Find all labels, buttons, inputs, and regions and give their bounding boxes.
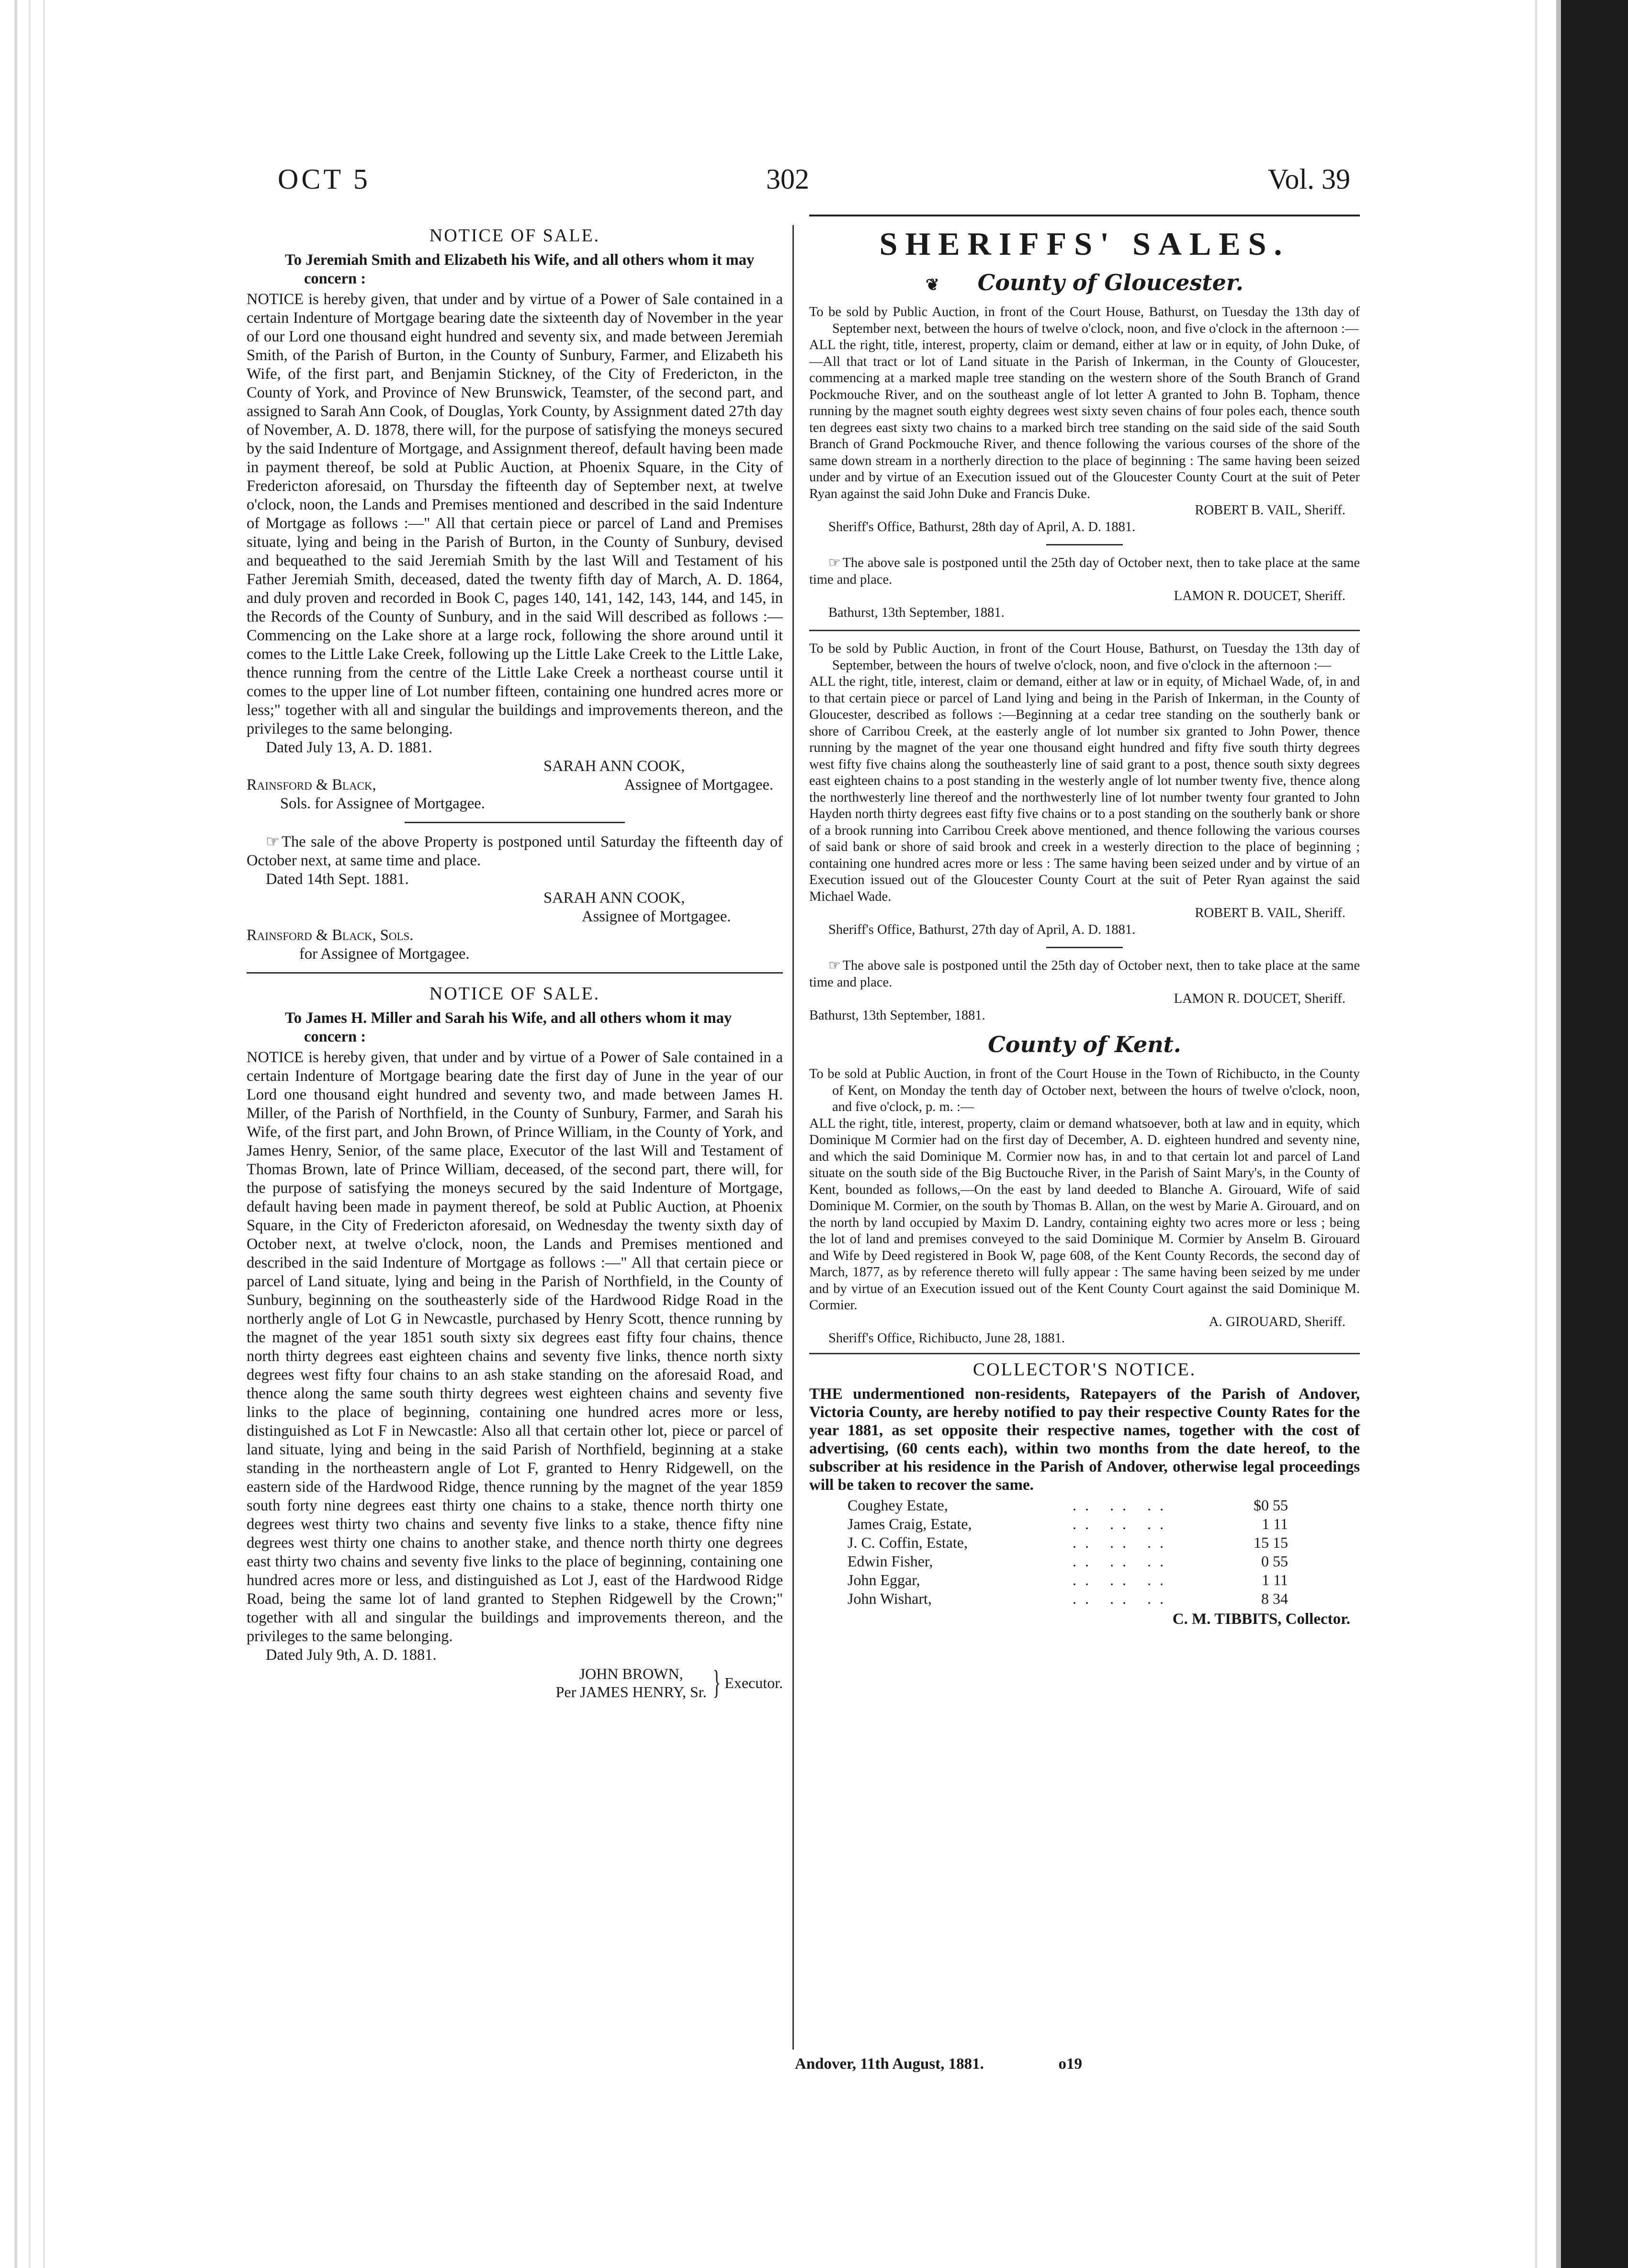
ratepayer-name: J. C. Coffin, Estate, [848,1533,968,1551]
signer-role: Assignee of Mortgagee. [624,776,773,794]
sale-body: ALL the right, title, interest, claim or demand, either at law or in equity, of Michael Wade, of, in and to that certain piece or parcel of Land lying and being in the Parish of Inkerman, in the County of Gloucester, described as follows :—Beginning at a cedar tree standing on the southerly bank or shore of Carribou Creek, at the easterly angle of lot number six granted to John Power, thence running by the magnet of the year one thousand eight hundred and fifty five south thirty degrees west fifty five chains along the southeasterly line of said grant to a post, thence south sixty degrees east eighteen chains to a post standing in the westerly angle of lot number twenty five, thence along the northwesterly line thereof and the northwesterly line of lot number twenty four granted to John Hayden north thirty degrees east fifty five chains or to a post standing on the southerly bank or shore of a brook running into Carribou Creek above mentioned, and thence following the various courses of said bank or shore of said brook and creek in a westerly direction to the place of beginning ; containing one hundred acres more or less : The same having been seized under and by virtue of an Execution issued out of the Gloucester County Court at the suit of Peter Ryan against the said Michael Wade. [809,674,1360,904]
sheriffs-sales-title: SHERIFFS' SALES. [879,226,1290,262]
brace-icon: } [712,1664,721,1701]
notice-title: NOTICE OF SALE. [429,984,600,1004]
sheriff-sale-duke [809,304,1360,621]
postpone-text: The sale of the above Property is postponed until Saturday the fifteenth day of October next, at same time and place. [247,833,783,869]
page-edge-right-3 [1535,0,1537,2268]
table-row [848,1571,1326,1589]
rate-amount: 1 11 [1262,1571,1288,1588]
postpone-sols-firm: Rainsford & Black, Sols. [247,927,414,944]
notice-dated: Dated July 13, A. D. 1881. [266,739,432,756]
notice-body: NOTICE is hereby given, that under and by virtue of a Power of Sale contained in a certain Indenture of Mortgage bearing date the first day of June in the year of our Lord one thousand eight hundred and seventy two, and made between James H. Miller, of the Parish of Northfield, in the County of Sunbury, Farmer, and Sarah his Wife, of the first part, and John Brown, of Prince William, in the County of York, and James Henry, Senior, of the same place, Executor of the last Will and Testament of Thomas Brown, late of Prince William, deceased, of the second part, there will, for the purpose of satisfying the moneys secured by the said Indenture of Mortgage, default having been made in payment thereof, be sold at Public Auction, at Phoenix Square, in the City of Fredericton aforesaid, on Wednesday the twenty sixth day of October next, at twelve o'clock, noon, the Lands and Premises mentioned and described in the said Indenture of Mortgage as follows :—" All that certain piece or parcel of Land situate, lying and being in the Parish of Northfield, in the County of Sunbury, beginning on the southeasterly side of the Hardwood Ridge Road in the northerly angle of Lot G in Newcastle, purchased by Henry Scott, thence running by the magnet of the year 1851 south sixty six degrees east fifty four chains, thence north thirty degrees east eighteen chains and seventy five links, thence north sixty degrees west fifty four chains to an ash stake standing on the aforesaid Road, and thence along the same south thirty degrees west eighteen chains and seventy five links to the place of beginning, containing one hundred acres more or less, distinguished as Lot F in Newcastle: Also all that certain other lot, piece or parcel of land situate, lying and being in the said Parish of Northfield, beginning at a stake standing in the northeastern angle of Lot F, granted to Henry Ridgewell, on the eastern side of the Hardwood Ridge, thence running by the magnet of the year 1859 south forty nine degrees east thirty one chains to a stake, thence north thirty one degrees west thirty two chains and seventy five links to a stake, thence fifty nine degrees west thirty one chains to another stake, and thence north thirty one degrees east thirty two chains and seventy five links to the place of beginning, containing one hundred acres more or less, and distinguished as Lot J, east of the Hardwood Ridge Road, being the same lot of land granted to Stephen Ridgewell by the Crown;" together with all and singular the buildings and improvements thereon, and the privileges to the same belonging. [247,1049,783,1645]
collector-dated: Andover, 11th August, 1881. [795,2055,984,2073]
sols-firm-name: Rainsford & Black, [247,776,376,794]
rate-amount: 8 34 [1261,1589,1288,1607]
collector-title: COLLECTOR'S NOTICE. [972,1359,1197,1380]
leader-dots: .. .. .. [1073,1515,1172,1532]
notice-sols-role: Sols. for Assignee of Mortgagee. [280,795,485,812]
page-edge-right-binding [1561,0,1628,2268]
sheriff-signature: A. GIROUARD, Sheriff. [1209,1314,1345,1329]
notice-sols-firm [247,776,783,794]
section-rule-full [809,1353,1360,1354]
notice-address: To James H. Miller and Sarah his Wife, and all others whom it may concern : [285,1009,732,1045]
header-page-number: 302 [766,163,809,195]
notice-dated: Dated July 9th, A. D. 1881. [266,1646,437,1664]
page-edge-left-3 [43,0,45,2268]
table-row [848,1589,1326,1608]
postpone-notice [809,555,1360,588]
sheriff-signature: ROBERT B. VAIL, Sheriff. [1195,906,1345,920]
ratepayer-name: John Eggar, [848,1571,920,1588]
sheriff-office: Sheriff's Office, Bathurst, 28th day of April, A. D. 1881. [828,519,1136,534]
right-column [809,225,1360,1628]
page-edge-left-2 [29,0,31,2268]
postpone-dated: Bathurst, 13th September, 1881. [828,605,1005,620]
pointing-hand-icon: ☞ [266,833,279,850]
section-rule [405,822,625,823]
table-row [848,1515,1326,1533]
sheriff-sale-cormier [809,1066,1360,1347]
rate-amount: $0 55 [1254,1496,1288,1514]
leader-dots: .. .. .. [1073,1571,1172,1588]
notice-of-sale-miller [247,983,783,1701]
sheriff-signature: ROBERT B. VAIL, Sheriff. [1195,503,1345,518]
executor-signature [247,1665,783,1701]
postpone-signer: SARAH ANN COOK, [543,889,685,907]
table-row [848,1533,1326,1552]
rate-amount: 15 15 [1254,1533,1288,1551]
sheriff-sale-wade [809,641,1360,1024]
sale-intro: To be sold by Public Auction, in front of the Court House, Bathurst, on Tuesday the 13th day of September next, between the hours of twelve o'clock, noon, and five o'clock in the afternoon :— [809,305,1360,336]
collector-body: THE undermentioned non-residents, Ratepayers of the Parish of Andover, Victoria County, are hereby notified to pay their respective County Rates for the year 1881, as set opposite their respective names, together with the cost of advertising, (60 cents each), within two months from the date hereof, to the subscriber at his residence in the Parish of Andover, otherwise legal proceedings will be taken to recover the same. [809,1385,1360,1494]
ratepayer-name: Coughey Estate, [848,1496,948,1514]
collector-code: o19 [1058,2055,1082,2073]
sheriff-office: Sheriff's Office, Bathurst, 27th day of April, A. D. 1881. [828,922,1136,937]
ratepayer-name: Edwin Fisher, [848,1552,933,1570]
sale-body: ALL the right, title, interest, property, claim or demand whatsoever, both at law and in equity, which Dominique M Cormier had on the first day of December, A. D. eighteen hundred and seventy nine, and which the said Dominique M. Cormier now has, in and to that certain lot and parcel of Land situate on the south side of the Big Buctouche River, in the Parish of Saint Mary's, in the County of Kent, bounded as follows,—On the east by land deeded to Blanche A. Girouard, Wife of said Dominique M. Cormier, on the south by Thomas B. Allan, on the west by Marie A. Girouard, and on the north by land occupied by Maxim D. Landry, containing eighty two acres more or less ; being the lot of land and premises conveyed to the said Dominique M. Cormier by Anselm B. Girouard and Wife by Deed registered in Book W, page 608, of the Kent County Records, the second day of March, 1877, as by reference thereto will fully appear : The same having been seized by me under and by virtue of an Execution issued out of the Kent County Court against the said Dominique M. Cormier. [809,1116,1360,1313]
table-row [848,1496,1326,1515]
section-rule-full [247,972,783,974]
leader-dots: .. .. .. [1073,1496,1172,1514]
sale-intro: To be sold by Public Auction, in front of the Court House, Bathurst, on Tuesday the 13th day of September, between the hours of twelve o'clock, noon, and five o'clock in the afternoon :— [809,641,1360,673]
postpone-sheriff: LAMON R. DOUCET, Sheriff. [1174,589,1345,603]
page-edge-right-2 [1556,0,1561,2268]
postpone-text: The above sale is postponed until the 25th day of October next, then to take place at the same time and place. [809,556,1360,587]
notice-title: NOTICE OF SALE. [429,226,600,246]
postpone-sheriff: LAMON R. DOUCET, Sheriff. [1174,991,1345,1006]
county-name: County of Gloucester. [977,270,1244,295]
ratepayer-name: James Craig, Estate, [848,1515,972,1532]
leader-dots: .. .. .. [1073,1533,1172,1551]
header-rule [809,215,1360,216]
notice-address: To Jeremiah Smith and Elizabeth his Wife, and all others whom it may concern : [285,251,755,287]
notice-of-sale-smith [247,225,783,964]
section-rule [1046,947,1123,948]
section-rule [1046,544,1123,545]
executor-names [556,1665,707,1701]
postpone-dated: Bathurst, 13th September, 1881. [809,1008,985,1023]
county-heading-gloucester [809,270,1360,295]
table-row [848,1552,1326,1571]
column-divider [792,225,794,2050]
postpone-text: The above sale is postponed until the 25th day of October next, then to take place at the same time and place. [809,958,1360,990]
ornament-icon: ❦ [926,275,939,295]
sheriff-office: Sheriff's Office, Richibucto, June 28, 1881. [828,1331,1065,1346]
collectors-notice [809,1359,1360,1628]
sale-intro: To be sold at Public Auction, in front of the Court House in the Town of Richibucto, in the County of Kent, on Monday the tenth day of October next, between the hours of twelve o'clock, noon, and five o'clock, p. m. :— [809,1066,1360,1114]
postpone-notice [809,958,1360,991]
postpone-signer-role: Assignee of Mortgagee. [582,908,731,925]
header-date: OCT 5 [278,163,371,195]
postpone-sols-role: for Assignee of Mortgagee. [299,945,470,963]
header-volume: Vol. 39 [1267,163,1350,195]
pointing-hand-icon: ☞ [828,958,840,973]
ratepayer-table [848,1496,1326,1608]
sale-body: ALL the right, title, interest, property, claim or demand, either at law or in equity, of John Duke, of—All that tract or lot of Land situate in the Parish of Inkerman, in the County of Gloucester, commencing at a marked maple tree standing on the western shore of the South Branch of Grand Pockmouche River, and on the southeast angle of lot letter A granted to John B. Topham, thence running by the magnet south eighty degrees west sixty seven chains of four poles each, thence south ten degrees east sixty two chains to a marked birch tree standing on the said side of the said South Branch of Grand Pockmouche River, and thence following the various courses of the shore of the same down stream in a northerly direction to the place of beginning : The same having been seized under and by virtue of an Execution issued out of the Gloucester County Court at the suit of Peter Ryan against the said John Duke and Francis Duke. [809,338,1360,501]
notice-signer: SARAH ANN COOK, [543,758,685,775]
page-header [278,163,1350,206]
notice-body: NOTICE is hereby given, that under and by virtue of a Power of Sale contained in a certain Indenture of Mortgage bearing date the sixteenth day of November in the year of our Lord one thousand eight hundred and seventy six, and made between Jeremiah Smith, of the Parish of Burton, in the County of Sunbury, Farmer, and Elizabeth his Wife, of the first part, and Benjamin Stickney, of the City of Fredericton, in the County of York, and Province of New Brunswick, Teamster, of the second part, and assigned to Sarah Ann Cook, of Douglas, York County, by Assignment dated 27th day of November, A. D. 1878, there will, for the purpose of satisfying the moneys secured by the said Indenture of Mortgage, and Assignment thereof, default having been made in payment thereof, be sold at Public Auction, at Phoenix Square, in the City of Fredericton aforesaid, on Thursday the fifteenth day of September next, at twelve o'clock, noon, the Lands and Premises mentioned and described in the said Indenture of Mortgage as follows :—" All that certain piece or parcel of Land and Premises situate, lying and being in the Parish of Burton, in the County of Sunbury, devised and bequeathed to the said Jeremiah Smith by the last Will and Testament of his Father Jeremiah Smith, deceased, dated the twenty fifth day of March, A. D. 1864, and duly proven and recorded in Book C, pages 140, 141, 142, 143, 144, and 145, in the Records of the County of Sunbury, and in the said Will described as follows :—Commencing on the Lake shore at a large rock, following the shore around until it comes to the Little Lake Creek, following up the Little Lake Creek to the Little Lake, thence running from the centre of the Little Lake Creek a northeast course until it comes to the upper line of Lot number fifteen, containing one hundred acres more or less;" together with all and singular the buildings and improvements thereon, and the privileges to the same belonging. [247,291,783,737]
collector-footer [795,2054,1082,2074]
leader-dots: .. .. .. [1073,1589,1172,1607]
pointing-hand-icon: ☞ [828,556,840,570]
rate-amount: 0 55 [1261,1552,1288,1570]
section-rule-full [809,630,1360,631]
rate-amount: 1 11 [1262,1515,1288,1532]
executor-role: Executor. [724,1674,783,1691]
executor-name-2: Per JAMES HENRY, Sr. [555,1683,707,1701]
postpone-notice [247,833,783,870]
county-heading-kent: County of Kent. [988,1032,1181,1057]
executor-name-1: JOHN BROWN, [579,1665,683,1682]
collector-signer: C. M. TIBBITS, Collector. [1172,1610,1350,1628]
left-column [247,225,783,1701]
ratepayer-name: John Wishart, [848,1589,932,1607]
postpone-dated: Dated 14th Sept. 1881. [266,871,409,888]
page-edge-left-1 [14,0,17,2268]
leader-dots: .. .. .. [1073,1552,1172,1570]
